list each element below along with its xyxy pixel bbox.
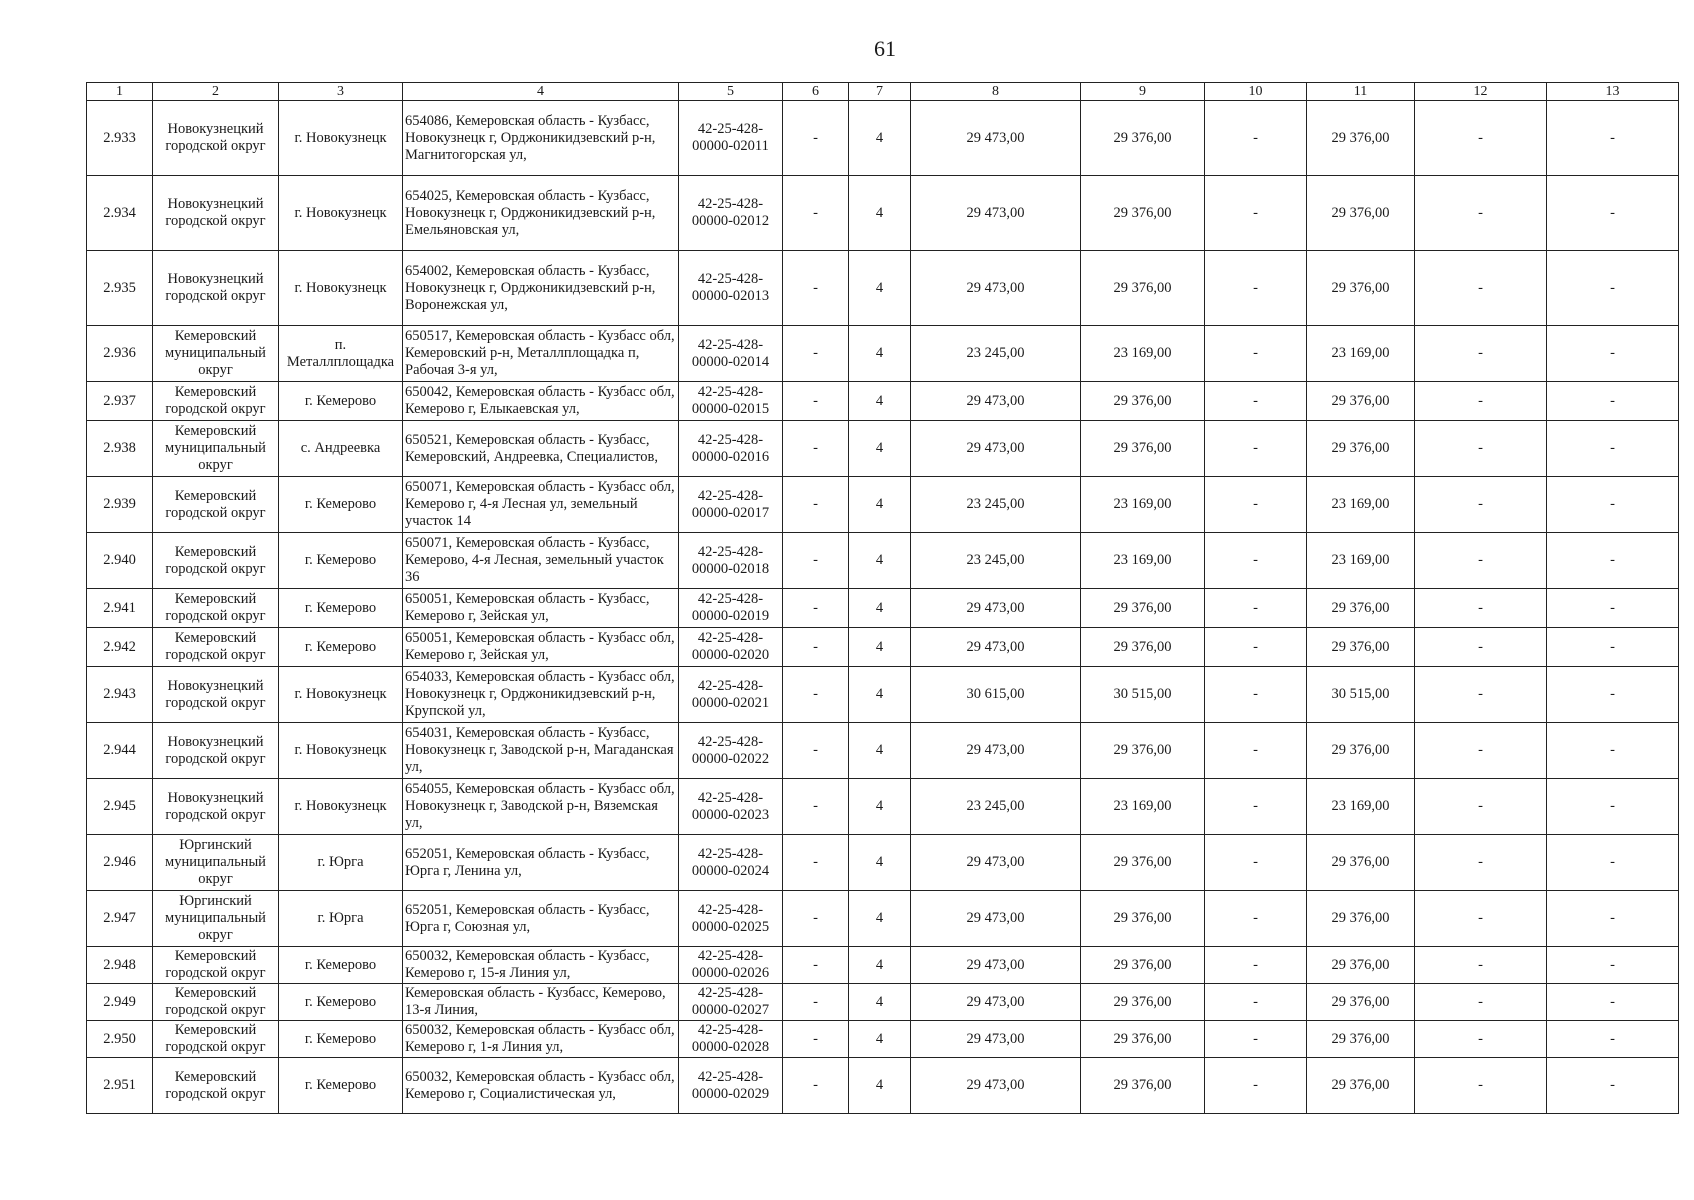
cell-col-9: 23 169,00 <box>1081 533 1205 589</box>
cell-col-13: - <box>1547 251 1679 326</box>
cell-col-9: 23 169,00 <box>1081 326 1205 382</box>
table-row <box>87 723 1679 779</box>
column-header-3: 3 <box>279 83 403 101</box>
cell-col-11: 29 376,00 <box>1307 835 1415 891</box>
cell-address: 652051, Кемеровская область - Кузбасс, Юрга г, Союзная ул, <box>403 891 679 947</box>
table-row <box>87 947 1679 984</box>
cell-col-13: - <box>1547 382 1679 421</box>
cell-col-7: 4 <box>849 779 911 835</box>
cell-col-13: - <box>1547 477 1679 533</box>
cell-municipality: Кемеровский муниципальный округ <box>153 326 279 382</box>
cell-col-6: - <box>783 947 849 984</box>
cell-row-number: 2.948 <box>87 947 153 984</box>
cell-col-9: 29 376,00 <box>1081 628 1205 667</box>
cell-col-11: 29 376,00 <box>1307 251 1415 326</box>
cell-col-13: - <box>1547 779 1679 835</box>
cell-col-8: 29 473,00 <box>911 251 1081 326</box>
cell-col-6: - <box>783 326 849 382</box>
cell-municipality: Новокузнецкий городской округ <box>153 667 279 723</box>
cell-municipality: Юргинский муниципальный округ <box>153 891 279 947</box>
cell-col-13: - <box>1547 1058 1679 1114</box>
cell-col-10: - <box>1205 1021 1307 1058</box>
cell-col-8: 29 473,00 <box>911 1021 1081 1058</box>
cell-col-6: - <box>783 477 849 533</box>
cell-col-9: 29 376,00 <box>1081 589 1205 628</box>
page-number: 61 <box>874 36 896 61</box>
cell-row-number: 2.951 <box>87 1058 153 1114</box>
cell-row-number: 2.947 <box>87 891 153 947</box>
cell-col-7: 4 <box>849 891 911 947</box>
cell-registry-number: 42-25-428-00000-02021 <box>679 667 783 723</box>
cell-address: Кемеровская область - Кузбасс, Кемерово, 13-я Линия, <box>403 984 679 1021</box>
cell-col-10: - <box>1205 477 1307 533</box>
cell-locality: г. Новокузнецк <box>279 779 403 835</box>
cell-col-9: 29 376,00 <box>1081 382 1205 421</box>
column-header-5: 5 <box>679 83 783 101</box>
cell-address: 650032, Кемеровская область - Кузбасс обл, Кемерово г, 1-я Линия ул, <box>403 1021 679 1058</box>
cell-address: 652051, Кемеровская область - Кузбасс, Юрга г, Ленина ул, <box>403 835 679 891</box>
cell-address: 654002, Кемеровская область - Кузбасс, Новокузнецк г, Орджоникидзевский р-н, Воронежская ул, <box>403 251 679 326</box>
cell-address: 650032, Кемеровская область - Кузбасс, Кемерово г, 15-я Линия ул, <box>403 947 679 984</box>
cell-address: 650517, Кемеровская область - Кузбасс обл, Кемеровский р-н, Металлплощадка п, Рабочая 3-я ул, <box>403 326 679 382</box>
cell-col-11: 29 376,00 <box>1307 628 1415 667</box>
cell-registry-number: 42-25-428-00000-02029 <box>679 1058 783 1114</box>
cell-col-8: 30 615,00 <box>911 667 1081 723</box>
cell-col-13: - <box>1547 891 1679 947</box>
cell-col-12: - <box>1415 101 1547 176</box>
cell-col-13: - <box>1547 947 1679 984</box>
table-row <box>87 326 1679 382</box>
table-row <box>87 835 1679 891</box>
table-row <box>87 382 1679 421</box>
cell-col-12: - <box>1415 947 1547 984</box>
cell-registry-number: 42-25-428-00000-02017 <box>679 477 783 533</box>
column-header-11: 11 <box>1307 83 1415 101</box>
column-header-1: 1 <box>87 83 153 101</box>
cell-col-9: 30 515,00 <box>1081 667 1205 723</box>
cell-municipality: Кемеровский городской округ <box>153 1058 279 1114</box>
cell-col-10: - <box>1205 947 1307 984</box>
cell-col-13: - <box>1547 176 1679 251</box>
column-header-13: 13 <box>1547 83 1679 101</box>
cell-col-8: 29 473,00 <box>911 1058 1081 1114</box>
cell-locality: г. Кемерово <box>279 589 403 628</box>
cell-col-13: - <box>1547 1021 1679 1058</box>
cell-registry-number: 42-25-428-00000-02027 <box>679 984 783 1021</box>
cell-col-13: - <box>1547 628 1679 667</box>
cell-col-12: - <box>1415 533 1547 589</box>
table-row <box>87 421 1679 477</box>
cell-col-8: 29 473,00 <box>911 723 1081 779</box>
cell-col-8: 29 473,00 <box>911 891 1081 947</box>
column-header-9: 9 <box>1081 83 1205 101</box>
cell-col-12: - <box>1415 891 1547 947</box>
cell-registry-number: 42-25-428-00000-02013 <box>679 251 783 326</box>
cell-municipality: Кемеровский городской округ <box>153 382 279 421</box>
cell-col-13: - <box>1547 101 1679 176</box>
cell-col-7: 4 <box>849 1058 911 1114</box>
cell-registry-number: 42-25-428-00000-02028 <box>679 1021 783 1058</box>
cell-registry-number: 42-25-428-00000-02011 <box>679 101 783 176</box>
cell-col-9: 29 376,00 <box>1081 891 1205 947</box>
cell-col-9: 29 376,00 <box>1081 421 1205 477</box>
cell-locality: г. Новокузнецк <box>279 251 403 326</box>
cell-col-12: - <box>1415 1021 1547 1058</box>
cell-col-13: - <box>1547 589 1679 628</box>
cell-row-number: 2.944 <box>87 723 153 779</box>
cell-col-12: - <box>1415 382 1547 421</box>
table-row <box>87 1058 1679 1114</box>
cell-registry-number: 42-25-428-00000-02024 <box>679 835 783 891</box>
cell-col-7: 4 <box>849 176 911 251</box>
cell-locality: г. Новокузнецк <box>279 176 403 251</box>
table-row <box>87 1021 1679 1058</box>
cell-registry-number: 42-25-428-00000-02018 <box>679 533 783 589</box>
cell-col-10: - <box>1205 984 1307 1021</box>
cell-locality: г. Кемерово <box>279 947 403 984</box>
cell-col-7: 4 <box>849 835 911 891</box>
cell-address: 654033, Кемеровская область - Кузбасс обл, Новокузнецк г, Орджоникидзевский р-н, Крупской ул, <box>403 667 679 723</box>
cell-col-9: 29 376,00 <box>1081 1021 1205 1058</box>
cell-locality: г. Кемерово <box>279 628 403 667</box>
cell-municipality: Кемеровский городской округ <box>153 984 279 1021</box>
cell-col-6: - <box>783 382 849 421</box>
cell-col-10: - <box>1205 326 1307 382</box>
cell-address: 654055, Кемеровская область - Кузбасс обл, Новокузнецк г, Заводской р-н, Вяземская ул, <box>403 779 679 835</box>
cell-registry-number: 42-25-428-00000-02022 <box>679 723 783 779</box>
cell-registry-number: 42-25-428-00000-02014 <box>679 326 783 382</box>
cell-col-12: - <box>1415 779 1547 835</box>
cell-registry-number: 42-25-428-00000-02023 <box>679 779 783 835</box>
cell-address: 650051, Кемеровская область - Кузбасс обл, Кемерово г, Зейская ул, <box>403 628 679 667</box>
cell-address: 654031, Кемеровская область - Кузбасс, Новокузнецк г, Заводской р-н, Магаданская ул, <box>403 723 679 779</box>
cell-col-6: - <box>783 533 849 589</box>
cell-col-7: 4 <box>849 326 911 382</box>
cell-col-11: 30 515,00 <box>1307 667 1415 723</box>
cell-col-7: 4 <box>849 628 911 667</box>
cell-registry-number: 42-25-428-00000-02026 <box>679 947 783 984</box>
table-row <box>87 176 1679 251</box>
cell-col-12: - <box>1415 326 1547 382</box>
column-header-4: 4 <box>403 83 679 101</box>
cell-col-11: 29 376,00 <box>1307 947 1415 984</box>
cell-col-9: 29 376,00 <box>1081 1058 1205 1114</box>
cell-municipality: Кемеровский городской округ <box>153 1021 279 1058</box>
cell-col-8: 23 245,00 <box>911 326 1081 382</box>
cell-col-8: 29 473,00 <box>911 835 1081 891</box>
cell-col-11: 29 376,00 <box>1307 421 1415 477</box>
cell-col-7: 4 <box>849 251 911 326</box>
cell-col-11: 23 169,00 <box>1307 779 1415 835</box>
cell-col-10: - <box>1205 533 1307 589</box>
cell-locality: с. Андреевка <box>279 421 403 477</box>
cell-locality: г. Кемерово <box>279 533 403 589</box>
cell-col-11: 29 376,00 <box>1307 723 1415 779</box>
cell-row-number: 2.943 <box>87 667 153 723</box>
cell-locality: г. Новокузнецк <box>279 723 403 779</box>
cell-locality: г. Кемерово <box>279 382 403 421</box>
cell-row-number: 2.940 <box>87 533 153 589</box>
cell-municipality: Новокузнецкий городской округ <box>153 101 279 176</box>
data-table-container <box>86 82 1678 1114</box>
cell-col-8: 29 473,00 <box>911 101 1081 176</box>
cell-col-10: - <box>1205 723 1307 779</box>
cell-col-12: - <box>1415 835 1547 891</box>
cell-col-13: - <box>1547 723 1679 779</box>
cell-col-7: 4 <box>849 382 911 421</box>
cell-col-7: 4 <box>849 1021 911 1058</box>
cell-row-number: 2.942 <box>87 628 153 667</box>
cell-municipality: Новокузнецкий городской округ <box>153 251 279 326</box>
cell-col-10: - <box>1205 1058 1307 1114</box>
cell-col-10: - <box>1205 176 1307 251</box>
cell-col-13: - <box>1547 326 1679 382</box>
cell-col-7: 4 <box>849 589 911 628</box>
cell-col-13: - <box>1547 667 1679 723</box>
cell-col-12: - <box>1415 251 1547 326</box>
cell-col-10: - <box>1205 251 1307 326</box>
cell-col-6: - <box>783 251 849 326</box>
cell-municipality: Новокузнецкий городской округ <box>153 779 279 835</box>
cell-municipality: Кемеровский муниципальный округ <box>153 421 279 477</box>
column-header-7: 7 <box>849 83 911 101</box>
cell-locality: г. Кемерово <box>279 1021 403 1058</box>
cell-col-11: 23 169,00 <box>1307 326 1415 382</box>
cell-col-9: 29 376,00 <box>1081 984 1205 1021</box>
cell-col-9: 23 169,00 <box>1081 779 1205 835</box>
cell-col-13: - <box>1547 533 1679 589</box>
cell-address: 650042, Кемеровская область - Кузбасс обл, Кемерово г, Елыкаевская ул, <box>403 382 679 421</box>
cell-col-10: - <box>1205 382 1307 421</box>
cell-col-8: 29 473,00 <box>911 628 1081 667</box>
cell-registry-number: 42-25-428-00000-02025 <box>679 891 783 947</box>
cell-col-12: - <box>1415 667 1547 723</box>
table-row <box>87 533 1679 589</box>
cell-locality: г. Кемерово <box>279 984 403 1021</box>
cell-col-10: - <box>1205 835 1307 891</box>
cell-address: 650071, Кемеровская область - Кузбасс обл, Кемерово г, 4-я Лесная ул, земельный участок 14 <box>403 477 679 533</box>
cell-col-12: - <box>1415 1058 1547 1114</box>
column-header-10: 10 <box>1205 83 1307 101</box>
cell-col-10: - <box>1205 667 1307 723</box>
cell-municipality: Кемеровский городской округ <box>153 533 279 589</box>
cell-municipality: Юргинский муниципальный округ <box>153 835 279 891</box>
data-table <box>86 82 1679 1114</box>
cell-col-13: - <box>1547 984 1679 1021</box>
table-body <box>87 101 1679 1114</box>
cell-col-6: - <box>783 667 849 723</box>
cell-col-6: - <box>783 176 849 251</box>
cell-col-12: - <box>1415 984 1547 1021</box>
cell-col-6: - <box>783 589 849 628</box>
cell-col-7: 4 <box>849 421 911 477</box>
cell-col-7: 4 <box>849 947 911 984</box>
cell-col-12: - <box>1415 176 1547 251</box>
column-header-12: 12 <box>1415 83 1547 101</box>
cell-locality: г. Новокузнецк <box>279 101 403 176</box>
cell-col-9: 29 376,00 <box>1081 101 1205 176</box>
cell-col-6: - <box>783 779 849 835</box>
cell-row-number: 2.938 <box>87 421 153 477</box>
cell-row-number: 2.939 <box>87 477 153 533</box>
table-row <box>87 251 1679 326</box>
cell-col-6: - <box>783 891 849 947</box>
cell-col-6: - <box>783 101 849 176</box>
cell-col-11: 29 376,00 <box>1307 1021 1415 1058</box>
cell-municipality: Новокузнецкий городской округ <box>153 176 279 251</box>
table-row <box>87 984 1679 1021</box>
cell-col-6: - <box>783 1058 849 1114</box>
cell-address: 650071, Кемеровская область - Кузбасс, Кемерово, 4-я Лесная, земельный участок 36 <box>403 533 679 589</box>
cell-row-number: 2.935 <box>87 251 153 326</box>
cell-locality: г. Новокузнецк <box>279 667 403 723</box>
cell-col-7: 4 <box>849 477 911 533</box>
cell-registry-number: 42-25-428-00000-02015 <box>679 382 783 421</box>
cell-col-6: - <box>783 1021 849 1058</box>
cell-col-10: - <box>1205 589 1307 628</box>
table-row <box>87 628 1679 667</box>
cell-col-9: 29 376,00 <box>1081 723 1205 779</box>
table-row <box>87 667 1679 723</box>
cell-row-number: 2.937 <box>87 382 153 421</box>
cell-locality: г. Юрга <box>279 835 403 891</box>
cell-col-9: 29 376,00 <box>1081 835 1205 891</box>
cell-col-10: - <box>1205 779 1307 835</box>
cell-col-9: 29 376,00 <box>1081 176 1205 251</box>
cell-col-13: - <box>1547 835 1679 891</box>
cell-row-number: 2.941 <box>87 589 153 628</box>
cell-col-10: - <box>1205 628 1307 667</box>
cell-col-12: - <box>1415 723 1547 779</box>
cell-col-6: - <box>783 421 849 477</box>
cell-col-6: - <box>783 984 849 1021</box>
cell-col-11: 29 376,00 <box>1307 1058 1415 1114</box>
cell-municipality: Кемеровский городской округ <box>153 947 279 984</box>
cell-col-6: - <box>783 723 849 779</box>
cell-registry-number: 42-25-428-00000-02019 <box>679 589 783 628</box>
cell-address: 650051, Кемеровская область - Кузбасс, Кемерово г, Зейская ул, <box>403 589 679 628</box>
cell-col-7: 4 <box>849 533 911 589</box>
cell-locality: г. Кемерово <box>279 1058 403 1114</box>
table-row <box>87 891 1679 947</box>
cell-col-6: - <box>783 628 849 667</box>
table-row <box>87 477 1679 533</box>
cell-col-8: 29 473,00 <box>911 947 1081 984</box>
cell-col-13: - <box>1547 421 1679 477</box>
cell-col-9: 29 376,00 <box>1081 251 1205 326</box>
column-header-2: 2 <box>153 83 279 101</box>
cell-col-8: 29 473,00 <box>911 984 1081 1021</box>
cell-col-12: - <box>1415 628 1547 667</box>
cell-col-10: - <box>1205 421 1307 477</box>
cell-col-11: 29 376,00 <box>1307 984 1415 1021</box>
cell-row-number: 2.946 <box>87 835 153 891</box>
cell-col-11: 29 376,00 <box>1307 382 1415 421</box>
cell-address: 650032, Кемеровская область - Кузбасс обл, Кемерово г, Социалистическая ул, <box>403 1058 679 1114</box>
table-header-row <box>87 83 1679 101</box>
cell-row-number: 2.949 <box>87 984 153 1021</box>
cell-col-8: 23 245,00 <box>911 779 1081 835</box>
cell-col-8: 29 473,00 <box>911 421 1081 477</box>
cell-col-12: - <box>1415 477 1547 533</box>
cell-col-11: 29 376,00 <box>1307 101 1415 176</box>
cell-municipality: Кемеровский городской округ <box>153 477 279 533</box>
cell-col-11: 29 376,00 <box>1307 176 1415 251</box>
table-row <box>87 779 1679 835</box>
cell-registry-number: 42-25-428-00000-02016 <box>679 421 783 477</box>
cell-row-number: 2.934 <box>87 176 153 251</box>
cell-col-7: 4 <box>849 667 911 723</box>
cell-registry-number: 42-25-428-00000-02012 <box>679 176 783 251</box>
cell-municipality: Кемеровский городской округ <box>153 628 279 667</box>
table-row <box>87 589 1679 628</box>
cell-col-8: 29 473,00 <box>911 176 1081 251</box>
table-row <box>87 101 1679 176</box>
cell-col-8: 29 473,00 <box>911 589 1081 628</box>
cell-col-7: 4 <box>849 101 911 176</box>
cell-col-10: - <box>1205 891 1307 947</box>
cell-col-11: 29 376,00 <box>1307 891 1415 947</box>
cell-col-9: 29 376,00 <box>1081 947 1205 984</box>
cell-col-7: 4 <box>849 723 911 779</box>
cell-col-11: 23 169,00 <box>1307 477 1415 533</box>
cell-municipality: Кемеровский городской округ <box>153 589 279 628</box>
cell-address: 654086, Кемеровская область - Кузбасс, Новокузнецк г, Орджоникидзевский р-н, Магнитогорская ул, <box>403 101 679 176</box>
cell-col-11: 23 169,00 <box>1307 533 1415 589</box>
cell-address: 654025, Кемеровская область - Кузбасс, Новокузнецк г, Орджоникидзевский р-н, Емельяновская ул, <box>403 176 679 251</box>
cell-col-8: 29 473,00 <box>911 382 1081 421</box>
cell-municipality: Новокузнецкий городской округ <box>153 723 279 779</box>
cell-col-8: 23 245,00 <box>911 477 1081 533</box>
cell-row-number: 2.950 <box>87 1021 153 1058</box>
cell-col-11: 29 376,00 <box>1307 589 1415 628</box>
cell-locality: г. Юрга <box>279 891 403 947</box>
cell-locality: п. Металлплощадка <box>279 326 403 382</box>
column-header-8: 8 <box>911 83 1081 101</box>
cell-registry-number: 42-25-428-00000-02020 <box>679 628 783 667</box>
cell-row-number: 2.945 <box>87 779 153 835</box>
cell-address: 650521, Кемеровская область - Кузбасс, Кемеровский, Андреевка, Специалистов, <box>403 421 679 477</box>
cell-col-9: 23 169,00 <box>1081 477 1205 533</box>
cell-locality: г. Кемерово <box>279 477 403 533</box>
cell-col-12: - <box>1415 421 1547 477</box>
cell-col-10: - <box>1205 101 1307 176</box>
cell-col-8: 23 245,00 <box>911 533 1081 589</box>
cell-row-number: 2.936 <box>87 326 153 382</box>
cell-row-number: 2.933 <box>87 101 153 176</box>
cell-col-7: 4 <box>849 984 911 1021</box>
cell-col-6: - <box>783 835 849 891</box>
column-header-6: 6 <box>783 83 849 101</box>
cell-col-12: - <box>1415 589 1547 628</box>
